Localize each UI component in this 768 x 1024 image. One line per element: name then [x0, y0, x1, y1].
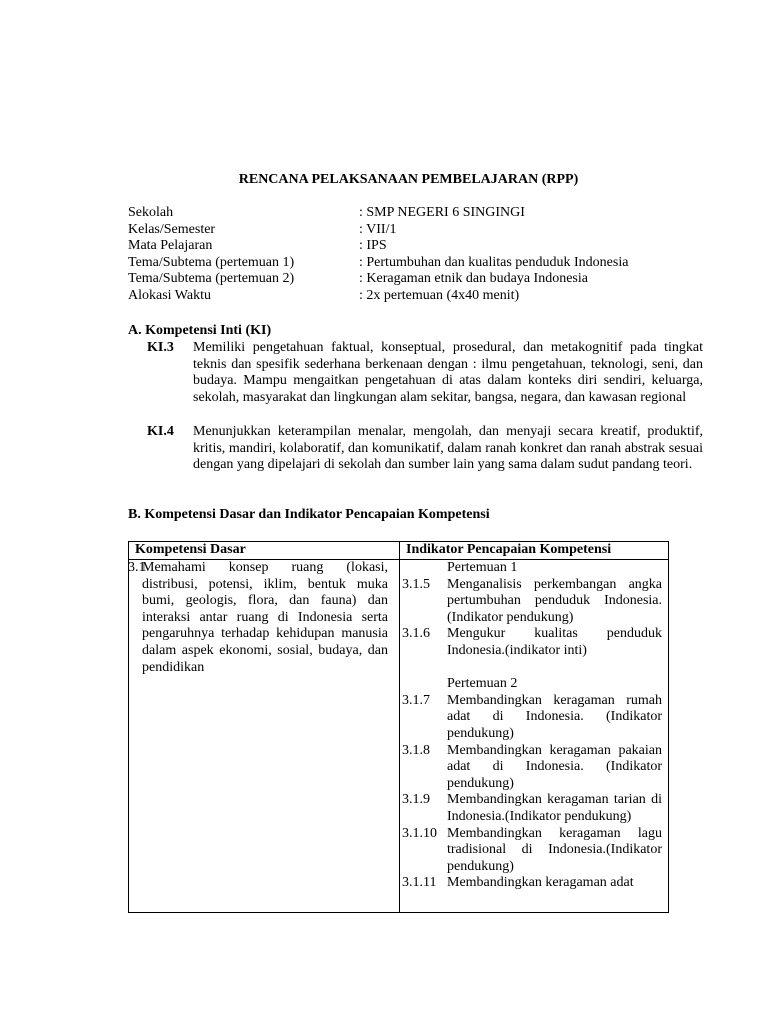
info-row [128, 238, 628, 255]
info-row [128, 205, 628, 222]
indicator-cell [400, 560, 669, 913]
meeting-1-label: Pertemuan 1 [447, 560, 518, 575]
info-label: Tema/Subtema (pertemuan 2) [128, 271, 295, 287]
info-label: Kelas/Semester [128, 221, 216, 237]
kd-text: Memahami konsep ruang (lokasi, distribusi, potensi, iklim, bentuk muka bumi, geologis, flora, dan fauna) dan interaksi antar ruang di Indonesia serta pengaruhnya terhadap kehidupan manusia dalam aspek ekonomi, sosial, budaya, dan pendidikan [142, 560, 388, 675]
indicator-item [400, 875, 668, 892]
info-value: : VII/1 [359, 221, 397, 237]
info-value: : 2x pertemuan (4x40 menit) [359, 287, 520, 303]
indicator-text: Membandingkan keragaman adat [447, 875, 634, 891]
kd-cell [129, 560, 400, 913]
indicator-number: 3.1.11 [402, 875, 437, 891]
info-label: Mata Pelajaran [128, 238, 213, 254]
indicator-text: Membandingkan keragaman rumah adat di Indonesia. (Indikator pendukung) [447, 692, 662, 741]
indicator-text: Mengukur kualitas penduduk Indonesia.(indikator inti) [447, 626, 662, 658]
ki-4-item [147, 424, 703, 474]
indicator-number: 3.1.9 [402, 792, 430, 808]
info-row [128, 271, 628, 288]
indicator-text: Membandingkan keragaman lagu tradisional di Indonesia.(Indikator pendukung) [447, 825, 662, 874]
document-title [0, 172, 768, 189]
indicator-number: 3.1.10 [402, 825, 437, 841]
ki-code: KI.3 [147, 340, 174, 355]
indicator-item [400, 577, 668, 627]
ki-text: Menunjukkan keterampilan menalar, mengolah, dan menyaji secara kreatif, produktif, kritis, mandiri, kolaboratif, dan komunikatif, dalam ranah konkret dan ranah abstrak sesuai dengan yang dipelajari di sekolah dan sumber lain yang sama dalam sudut pandang teori. [193, 424, 703, 473]
title-text: RENCANA PELAKSANAAN PEMBELAJARAN (RPP) [238, 172, 579, 187]
indicator-number: 3.1.8 [402, 742, 430, 758]
spacer [400, 660, 668, 677]
info-label: Alokasi Waktu [128, 287, 211, 303]
info-row [128, 255, 628, 272]
header-kd: Kompetensi Dasar [129, 542, 400, 560]
info-value: : Pertumbuhan dan kualitas penduduk Indonesia [359, 254, 629, 270]
indicator-item [400, 792, 668, 825]
info-value: : IPS [359, 238, 387, 254]
ki-3-item [147, 340, 703, 406]
info-label: Tema/Subtema (pertemuan 1) [128, 254, 295, 270]
info-label: Sekolah [128, 205, 174, 220]
section-a-heading: A. Kompetensi Inti (KI) [128, 323, 272, 338]
indicator-number: 3.1.7 [402, 692, 430, 708]
info-row [128, 222, 628, 239]
info-row [128, 288, 628, 305]
table-row [129, 560, 669, 913]
header-ipk: Indikator Pencapaian Kompetensi [400, 542, 669, 560]
indicator-item [400, 826, 668, 876]
info-value: : Keragaman etnik dan budaya Indonesia [359, 271, 588, 287]
competency-table [128, 541, 669, 913]
info-block [128, 205, 628, 305]
indicator-number: 3.1.6 [402, 626, 430, 642]
table-header-row [129, 542, 669, 560]
indicator-text: Membandingkan keragaman tarian di Indonesia.(Indikator pendukung) [447, 792, 662, 824]
indicator-item [400, 743, 668, 793]
ki-text: Memiliki pengetahuan faktual, konseptual, prosedural, dan metakognitif pada tingkat teknis dan spesifik sederhana berkenaan dengan : ilmu pengetahuan, teknologi, seni, dan budaya. Mampu mengaitkan pengetahuan di atas dalam konteks diri sendiri, keluarga, sekolah, masyarakat dan lingkungan alam sekitar, bangsa, negara, dan kawasan regional [193, 340, 703, 405]
ki-code: KI.4 [147, 424, 174, 439]
kd-number: 3.1 [128, 560, 146, 575]
indicator-text: Membandingkan keragaman pakaian adat di Indonesia. (Indikator pendukung) [447, 742, 662, 791]
section-b-heading: B. Kompetensi Dasar dan Indikator Pencapaian Kompetensi [128, 507, 490, 522]
indicator-number: 3.1.5 [402, 576, 430, 592]
indicator-text: Menganalisis perkembangan angka pertumbuhan penduduk Indonesia.(Indikator pendukung) [447, 576, 662, 625]
info-value: : SMP NEGERI 6 SINGINGI [359, 205, 525, 220]
meeting-2-label: Pertemuan 2 [447, 676, 518, 692]
indicator-item [400, 693, 668, 743]
indicator-item [400, 626, 668, 659]
